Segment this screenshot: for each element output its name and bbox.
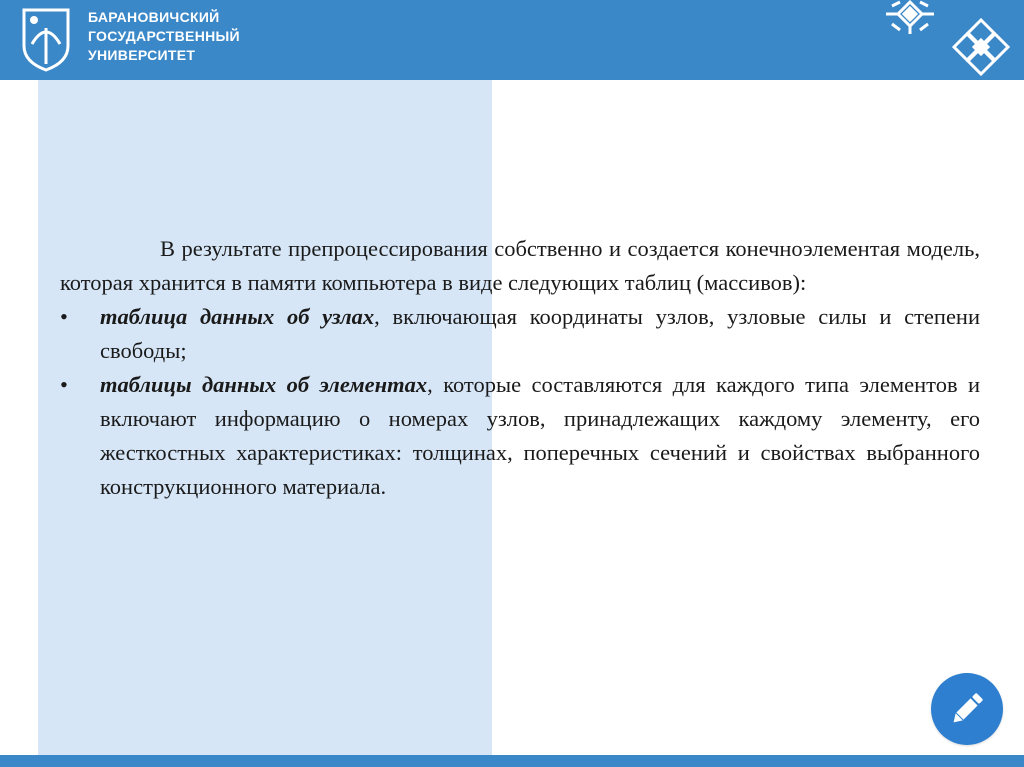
- list-item: [60, 368, 980, 504]
- bullet-marker: •: [60, 304, 68, 329]
- edit-button[interactable]: [931, 673, 1003, 745]
- header-bar: [0, 0, 1024, 80]
- bullet-marker: •: [60, 372, 68, 397]
- list-item: [60, 300, 980, 368]
- bullet-text: , включающая координаты узлов, узловые силы и степени свободы;: [100, 304, 981, 363]
- university-name-line: БАРАНОВИЧСКИЙ: [88, 9, 220, 25]
- footer-bar: [0, 755, 1024, 767]
- bullet-term: таблицы данных об элементах: [100, 372, 428, 397]
- university-name-line: ГОСУДАРСТВЕННЫЙ: [88, 28, 240, 44]
- university-logo-icon: [20, 6, 72, 72]
- intro-paragraph: В результате препроцессирования собственно и создается конечноэлементая модель, которая хранится в памяти компьютера в виде следующих таблиц (массивов):: [60, 236, 980, 295]
- bullet-term: таблица данных об узлах: [100, 304, 375, 329]
- university-name: [88, 8, 240, 65]
- snowflake-ornament-icon: [950, 16, 1012, 78]
- pencil-icon: [947, 689, 987, 729]
- slide-content: [60, 232, 980, 504]
- bullet-list: [60, 300, 980, 504]
- bullet-text: , которые составляются для каждого типа элементов и включают информацию о номерах узлов, принадлежащих каждому элементу, его жесткостных характеристиках: толщинах, поперечных сечений и свойствах выбранного конструкционного материала.: [100, 372, 981, 499]
- university-name-line: УНИВЕРСИТЕТ: [88, 47, 196, 63]
- snowflake-ornament-icon: [882, 0, 938, 36]
